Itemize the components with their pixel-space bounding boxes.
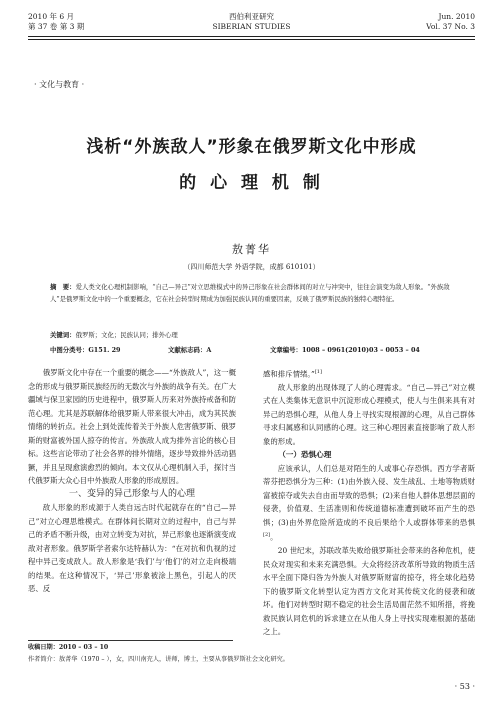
paragraph: 敌人形象的形成源于人类自远古时代起就存在的“自己—异己”对立心理思维模式。在群体间长期对立的过程中，自己与异己的矛盾不断升级，由对立转变为对抗，异己形象也逐渐演变成敌对者形象。俄罗斯学者索尔达特赫认为：“在对抗和仇视的过程中异己变成敌人。敌人形象是‘我们’与‘他们’的对立走向极端的结果。在这种情况下，‘异己’形象被涂上黑色，引起人的厌恶、反 <box>28 503 236 593</box>
abstract-label: 摘 要： <box>50 283 76 291</box>
abstract-text: 爱人类文化心理机制影响，“自己—异己”对立思维模式中的异己形象在社会群体间的对立与冲突中，往往会演变为敌人形象。“外族敌人”是俄罗斯文化中的一个重要概念，它在社会转型时期成为加强民族认同的重要因素，反映了俄罗斯民族的独特心理特征。 <box>50 283 450 303</box>
section-label: · 文化与教育 · <box>34 80 85 89</box>
paragraph: 应该承认，人们总是对陌生的人或事心存恐惧。西方学者斯蒂芬把恐惧分为三种：(1)由外族入侵、发生战乱、土地等物质财富被掠夺或失去自由而导致的恐惧；(2)来自他人群体思想层面的侵袭，价值观、生活准则和传统道德标准遭到破坏而产生的恐惧；(3)由外界危险所造成的不良后果给个人或群体带来的恐惧[2]。 <box>263 463 475 542</box>
affiliation: （四川师范大学 外语学院，成都 610101） <box>183 263 320 271</box>
left-column <box>28 366 236 596</box>
article-title-line1: 浅析“外族敌人”形象在俄罗斯文化中形成 <box>86 137 417 157</box>
journal-name: 西伯利亚研究 SIBERIAN STUDIES <box>212 12 291 31</box>
section-heading: 一、变异的异己形象与人的心理 <box>68 488 195 499</box>
citation-ref: [1] <box>314 369 322 375</box>
abstract <box>50 281 453 305</box>
keywords <box>50 329 453 341</box>
page-number: · 53 · <box>454 682 475 691</box>
clc-number: 中图分类号：G151. 29 <box>50 346 121 354</box>
received-date: 收稿日期：2010 – 03 – 10 <box>28 644 109 651</box>
volume-info: Jun. 2010 Vol. 37 No. 3 <box>426 12 475 31</box>
paragraph: 20 世纪末，苏联改革失败给俄罗斯社会带来的各种危机，使民众对现实和未来充满恐惧。大众将经济改革所导致的物质生活水平全面下降归咎为外族人对俄罗斯财富的掠夺，将全球化趋势下的俄罗斯文化转型认定为西方文化对其传统文化的侵袭和破坏。他们对转型时期不稳定的社会生活局面茫然不知所措，将挽救民族认同危机的诉求建立在从他人身上寻找实现难根源的基础之上。 <box>263 546 475 637</box>
paragraph: 俄罗斯文化中存在一个重要的概念——“外族敌人”，这一概念的形成与俄罗斯民族经历的无数次与外族的战争有关。在广大疆域与保卫家园的历史进程中，俄罗斯人历来对外族持戒备和防范心理。尤其是苏联解体给俄罗斯人带来很大冲击，成为其民族情绪的转折点。社会上到处流传着关于外族人危害俄罗斯、俄罗斯的财富被外国人掠夺的传言。外族敌人成为排外言论的核心目标。这些言论带动了社会各界的排外情绪，逐步导致排外活动猖獗，并且呈现愈演愈烈的倾向。本文仅从心理机制入手，探讨当代俄罗斯大众心目中外族敌人形象的形成原因。 <box>28 368 236 485</box>
citation-ref: [2] <box>263 532 271 539</box>
article-title-line2: 的 心 理 机 制 <box>179 173 324 193</box>
paragraph: 敌人形象的出现体现了人的心理需求。“自己—异己”对立模式在人类集体无意识中沉淀形成心理模式，使人与生俱来具有对异己的恐惧心理，从他人身上寻找实现根源的心理，从自己群体寻求归属感和认同感的心理。这三种心理因素直接影响了敌人形象的形成。 <box>263 382 475 446</box>
document-code: 文献标志码：A <box>168 346 212 354</box>
author-name: 敖菁华 <box>232 243 271 256</box>
footnote <box>28 642 475 666</box>
keywords-label: 关键词： <box>50 331 76 339</box>
header-rule-thin <box>28 39 475 40</box>
footnote-rule <box>28 640 233 641</box>
header-rule <box>28 36 475 37</box>
right-column <box>263 366 475 639</box>
author-bio: 作者简介：敖菁华（1970 – ），女，四川南充人，讲师，博士，主要从事俄罗斯社会文化研究。 <box>28 656 289 663</box>
paragraph-continued: 感和排斥情绪。”[1] <box>263 369 322 379</box>
keywords-text: 俄罗斯；文化；民族认同；排外心理 <box>75 331 178 339</box>
issue-date: 2010 年 6 月 第 37 卷 第 3 期 <box>28 12 85 31</box>
subsection-heading: （一）恐惧心理 <box>278 450 332 460</box>
article-number: 文章编号：1008 – 0961(2010)03 – 0053 – 04 <box>270 346 420 354</box>
